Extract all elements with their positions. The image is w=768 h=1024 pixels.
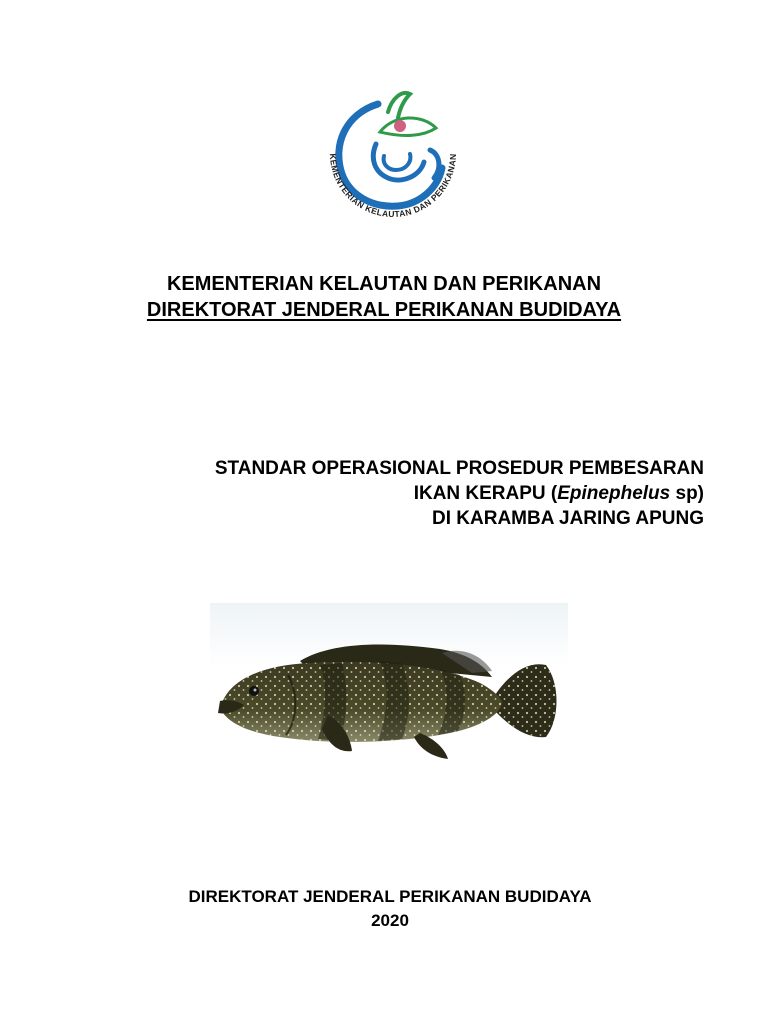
- directorate-heading-text: DIREKTORAT JENDERAL PERIKANAN BUDIDAYA: [146, 299, 622, 321]
- title-line-2-suffix: sp): [670, 483, 704, 504]
- species-name: Epinephelus: [557, 483, 671, 504]
- document-title: [215, 456, 704, 531]
- title-line-3: DI KARAMBA JARING APUNG: [432, 508, 704, 529]
- title-line-2-prefix: IKAN KERAPU (: [413, 483, 558, 504]
- ministry-heading: KEMENTERIAN KELAUTAN DAN PERIKANAN: [166, 273, 602, 295]
- logo-ring-text: KEMENTERIAN KELAUTAN DAN PERIKANAN: [327, 153, 459, 220]
- title-line-1: STANDAR OPERASIONAL PROSEDUR PEMBESARAN: [214, 458, 704, 479]
- grouper-fish-image: [210, 603, 568, 785]
- directorate-heading: [0, 297, 768, 323]
- publication-year: 2020: [371, 911, 409, 930]
- title-line-2: [215, 481, 704, 506]
- ministry-logo-emblem: [318, 84, 468, 234]
- publisher: DIREKTORAT JENDERAL PERIKANAN BUDIDAYA: [188, 887, 592, 906]
- grouper-fish-drawing: [210, 603, 568, 785]
- ministry-logo: [318, 84, 468, 234]
